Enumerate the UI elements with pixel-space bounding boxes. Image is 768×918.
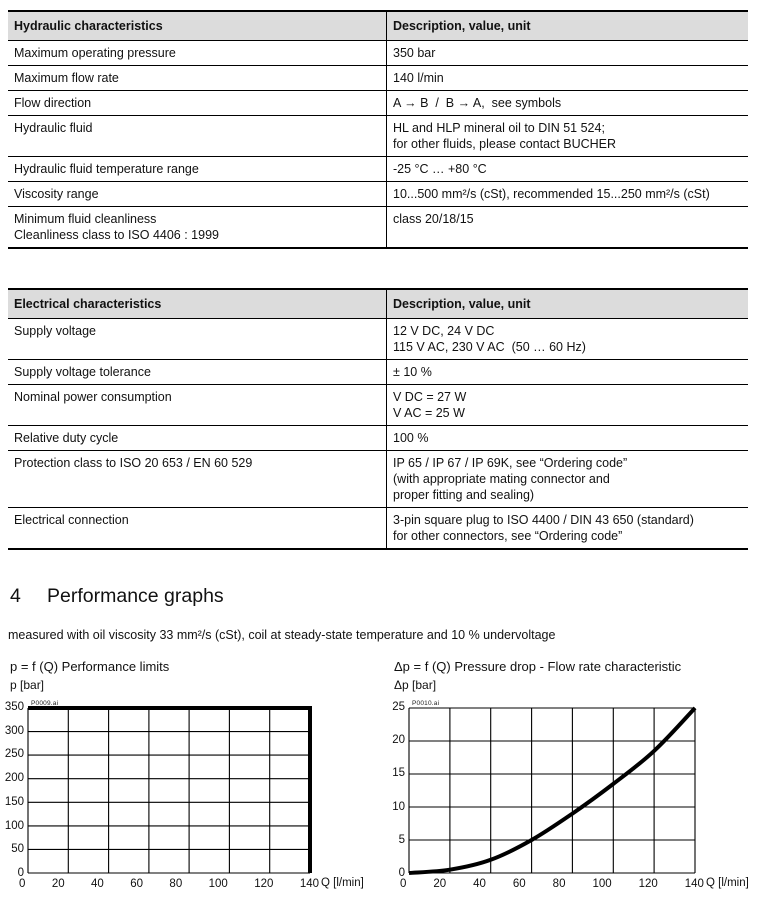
y-tick-label: 300	[4, 724, 24, 737]
label-line: Viscosity range	[14, 187, 99, 201]
table-row	[8, 508, 748, 550]
pressure-drop-chart	[386, 659, 764, 890]
value-line: HL and HLP mineral oil to DIN 51 524;	[393, 121, 605, 135]
x-tick-label: 80	[552, 878, 566, 890]
label-line: Minimum fluid cleanliness	[14, 212, 157, 226]
y-tick-label: 350	[4, 701, 24, 713]
x-tick-label: 0	[400, 878, 407, 890]
y-tick-label: 20	[392, 734, 405, 747]
row-label	[8, 508, 387, 550]
value-line: 100 %	[393, 431, 429, 445]
label-line: Flow direction	[14, 96, 92, 110]
label-line: Supply voltage	[14, 324, 97, 338]
y-tick-label: 150	[4, 795, 24, 808]
y-axis-ticks	[380, 700, 405, 881]
table-row	[8, 41, 748, 66]
value-line: class 20/18/15	[393, 212, 474, 226]
row-value	[387, 360, 749, 385]
plot-area	[26, 706, 312, 875]
x-tick-label: 20	[433, 878, 447, 890]
row-label	[8, 66, 387, 91]
value-line: 140 l/min	[393, 71, 444, 85]
value-line: 115 V AC, 230 V AC (50 … 60 Hz)	[393, 340, 586, 354]
row-value	[387, 207, 749, 249]
electrical-characteristics-table	[8, 288, 748, 550]
value-line: for other fluids, please contact BUCHER	[393, 137, 617, 151]
label-line: Maximum operating pressure	[14, 46, 176, 60]
table-row	[8, 319, 748, 360]
label-line: Protection class to ISO 20 653 / EN 60 529	[14, 456, 253, 470]
row-label	[8, 91, 387, 116]
row-value	[387, 66, 749, 91]
header-label: Description, value, unit	[393, 19, 531, 33]
header-label: Description, value, unit	[393, 297, 531, 311]
row-label	[8, 319, 387, 360]
row-value	[387, 508, 749, 550]
x-tick-label: 60	[512, 878, 526, 890]
row-value	[387, 182, 749, 207]
row-value	[387, 91, 749, 116]
measurement-note: measured with oil viscosity 33 mm²/s (cSt), coil at steady-state temperature and 10 % undervoltage	[8, 628, 556, 642]
value-line: 3-pin square plug to ISO 4400 / DIN 43 650 (standard)	[393, 513, 694, 527]
x-tick-label: 140	[299, 878, 319, 890]
value-line: (with appropriate mating connector and	[393, 472, 610, 486]
row-label	[8, 385, 387, 426]
x-axis-label: Q [l/min]	[706, 877, 749, 889]
table-row	[8, 451, 748, 508]
x-axis-ticks	[19, 877, 319, 891]
row-value	[387, 319, 749, 360]
chart-title: Δp = f (Q) Pressure drop - Flow rate characteristic	[394, 659, 682, 674]
y-axis-ticks	[0, 700, 24, 881]
y-tick-label: 25	[392, 701, 405, 713]
y-tick-label: 200	[4, 772, 24, 785]
header-label: Hydraulic characteristics	[14, 19, 163, 33]
label-line: Hydraulic fluid	[14, 121, 93, 135]
value-line: A → B / B → A, see symbols	[393, 96, 562, 110]
table-row	[8, 207, 748, 249]
chart-title: p = f (Q) Performance limits	[10, 659, 170, 674]
label-line: Electrical connection	[14, 513, 129, 527]
table-row	[8, 116, 748, 157]
x-tick-label: 120	[254, 878, 274, 890]
header-label: Electrical characteristics	[14, 297, 162, 311]
y-tick-label: 250	[4, 748, 24, 761]
hydraulic-characteristics-table	[8, 10, 748, 249]
table-row	[8, 66, 748, 91]
y-tick-label: 15	[392, 767, 405, 780]
label-line: Maximum flow rate	[14, 71, 119, 85]
row-label	[8, 182, 387, 207]
table-row	[8, 385, 748, 426]
table-row	[8, 360, 748, 385]
row-value	[387, 157, 749, 182]
x-tick-label: 80	[169, 878, 183, 890]
y-tick-label: 50	[11, 843, 24, 856]
row-label	[8, 451, 387, 508]
x-tick-label: 40	[473, 878, 486, 890]
value-line: 12 V DC, 24 V DC	[393, 324, 495, 338]
label-line: Hydraulic fluid temperature range	[14, 162, 199, 176]
row-value	[387, 385, 749, 426]
table-row	[8, 426, 748, 451]
label-line: Cleanliness class to ISO 4406 : 1999	[14, 228, 219, 242]
label-line: Relative duty cycle	[14, 431, 119, 445]
section-heading	[10, 585, 224, 608]
value-line: 350 bar	[393, 46, 436, 60]
row-value	[387, 116, 749, 157]
value-line: V DC = 27 W	[393, 390, 467, 404]
x-tick-label: 20	[51, 878, 65, 890]
y-tick-label: 100	[4, 819, 24, 832]
row-value	[387, 41, 749, 66]
row-label	[8, 207, 387, 249]
header-cell-description	[387, 11, 749, 41]
header-cell-characteristics	[8, 289, 387, 319]
section-number: 4	[10, 585, 21, 607]
row-value	[387, 426, 749, 451]
table-header-row	[8, 11, 748, 41]
header-cell-description	[387, 289, 749, 319]
label-line: Nominal power consumption	[14, 390, 172, 404]
x-axis-ticks	[400, 877, 704, 891]
x-tick-label: 60	[130, 878, 144, 890]
performance-limits-chart	[4, 659, 380, 890]
row-label	[8, 426, 387, 451]
plot-file-label: P0010.ai	[412, 700, 440, 707]
value-line: IP 65 / IP 67 / IP 69K, see “Ordering code”	[393, 456, 628, 470]
plot-area	[407, 706, 697, 875]
table-header-row	[8, 289, 748, 319]
value-line: ± 10 %	[393, 365, 432, 379]
y-axis-label: Δp [bar]	[394, 678, 437, 692]
x-axis-label: Q [l/min]	[321, 877, 364, 889]
row-label	[8, 41, 387, 66]
y-tick-label: 5	[398, 833, 405, 846]
x-tick-label: 120	[638, 878, 658, 890]
y-tick-label: 10	[392, 800, 405, 813]
x-tick-label: 40	[91, 878, 104, 890]
x-tick-label: 100	[592, 878, 612, 890]
y-tick-label: 0	[398, 866, 405, 879]
label-line: Supply voltage tolerance	[14, 365, 151, 379]
row-label	[8, 360, 387, 385]
table-row	[8, 157, 748, 182]
table-row	[8, 182, 748, 207]
x-tick-label: 0	[19, 878, 26, 890]
row-label	[8, 116, 387, 157]
plot-file-label: P0009.ai	[31, 700, 59, 707]
value-line: V AC = 25 W	[393, 406, 465, 420]
table-row	[8, 91, 748, 116]
value-line: proper fitting and sealing)	[393, 488, 535, 502]
y-tick-label: 0	[17, 866, 24, 879]
section-title: Performance graphs	[47, 585, 224, 607]
value-line: 10...500 mm²/s (cSt), recommended 15...250 mm²/s (cSt)	[393, 187, 710, 201]
x-tick-label: 140	[684, 878, 704, 890]
value-line: for other connectors, see “Ordering code”	[393, 529, 623, 543]
header-cell-characteristics	[8, 11, 387, 41]
row-label	[8, 157, 387, 182]
x-tick-label: 100	[208, 878, 228, 890]
row-value	[387, 451, 749, 508]
y-axis-label: p [bar]	[10, 678, 45, 692]
value-line: -25 °C … +80 °C	[393, 162, 487, 176]
